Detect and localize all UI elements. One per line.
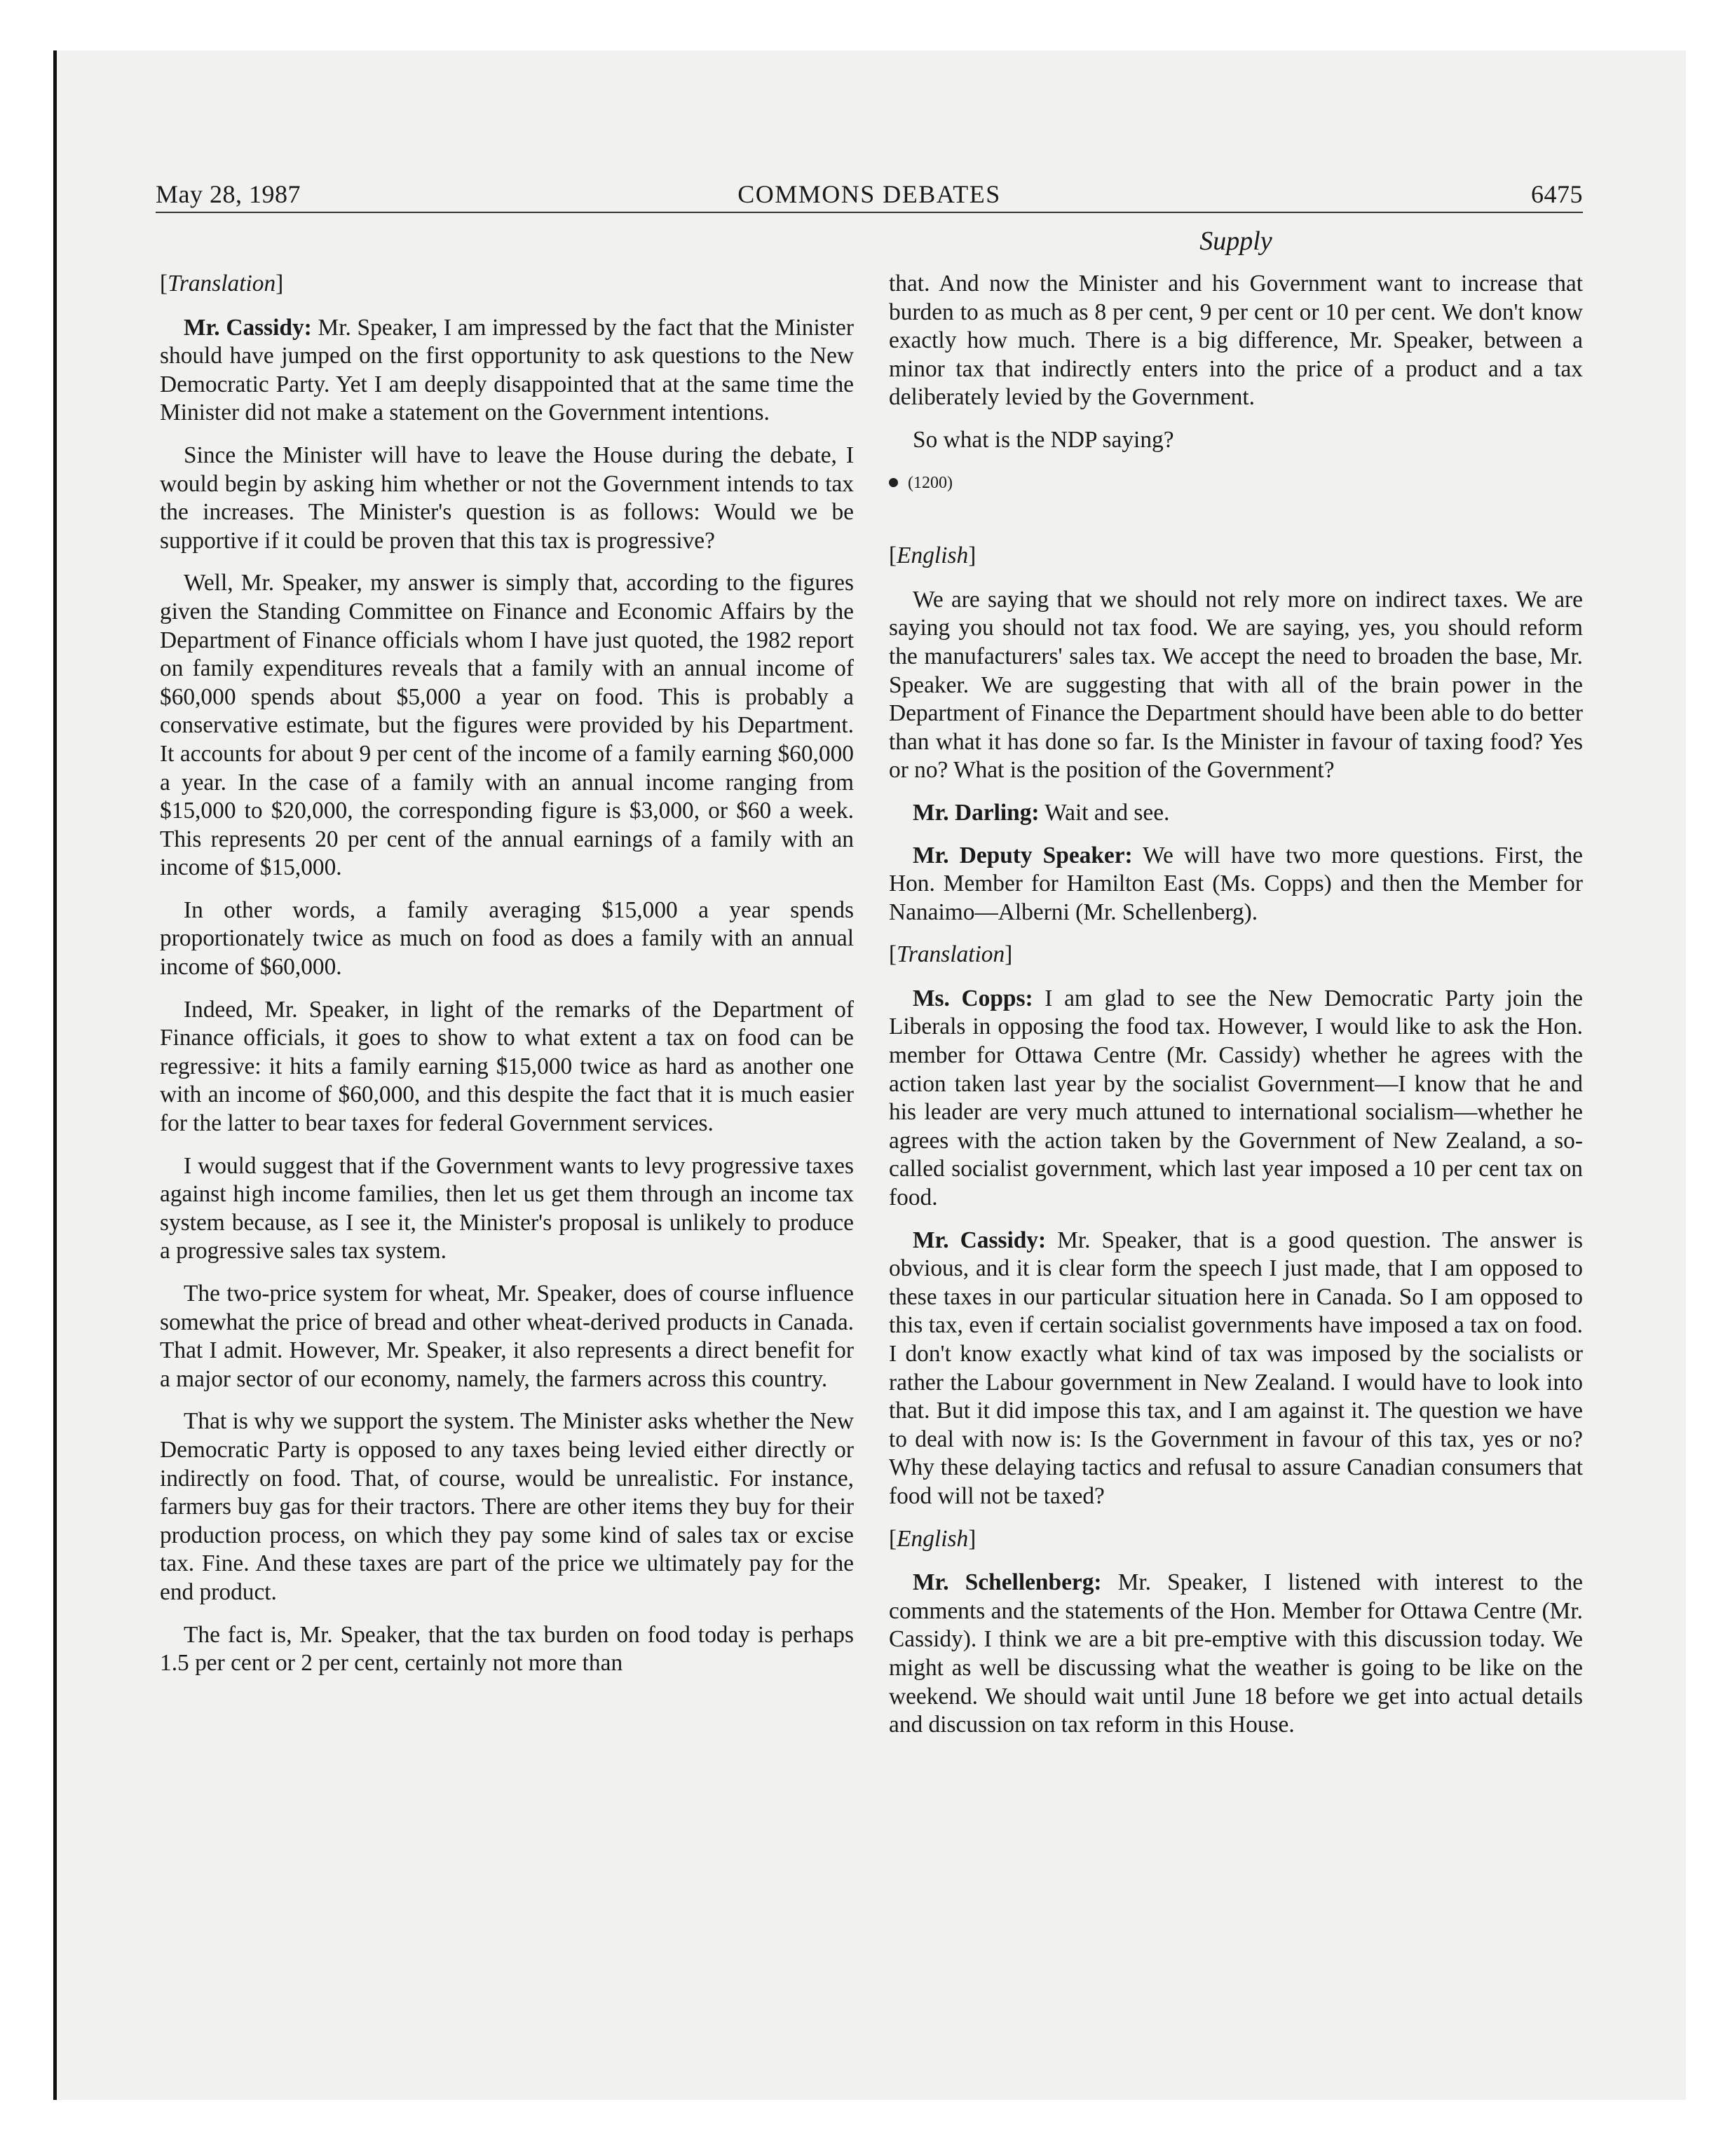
- speech-text: Mr. Speaker, that is a good question. The answer is obvious, and it is clear form the speech I just made, that I am opposed to these taxes in our particular situation here in Canada. So I am opposed to this tax, even if certain socialist governments have imposed a tax on food. I don't know exactly what kind of tax was imposed by the socialists or rather the Labour government in New Zealand. I would have to look into that. But it did impose this tax, and I am against it. The question we have to deal with now is: Is the Government in favour of this tax, yes or no? Why these delaying tactics and refusal to assure Canadian consumers that food will not be taxed?: [889, 1227, 1583, 1509]
- bracket-open: [: [160, 271, 168, 296]
- language-tag-text: English: [897, 1525, 969, 1552]
- speaker-name: Ms. Copps:: [913, 985, 1033, 1011]
- time-marker-text: (1200): [908, 473, 953, 492]
- section-title: Supply: [1199, 226, 1272, 256]
- language-tag-text: Translation: [897, 941, 1005, 968]
- language-tag: [889, 1525, 1583, 1554]
- speech-paragraph: [889, 799, 1583, 828]
- speech-paragraph: [889, 985, 1583, 1213]
- speech-paragraph: [889, 842, 1583, 927]
- speech-text: Mr. Speaker, I listened with interest to the comments and the statements of the Hon. Member for Ottawa Centre (Mr. Cassidy). I think we are a bit pre-emptive with this discussion today. We might as well be discussing what the weather is going to be like on the weekend. We should wait until June 18 before we get into actual details and discussion on tax reform in this House.: [889, 1569, 1583, 1738]
- paragraph: The fact is, Mr. Speaker, that the tax burden on food today is perhaps 1.5 per cent or 2 per cent, certainly not more than: [160, 1621, 854, 1677]
- language-tag-text: English: [897, 543, 969, 569]
- header-journal-title: COMMONS DEBATES: [737, 180, 1001, 208]
- paragraph: We are saying that we should not rely more on indirect taxes. We are saying you should not tax food. We are saying, yes, you should reform the manufacturers' sales tax. We accept the need to broaden the base, Mr. Speaker. We are suggesting that with all of the brain power in the Department of Finance the Department should have been able to do better than what it has done so far. Is the Minister in favour of taxing food? Yes or no? What is the position of the Government?: [889, 586, 1583, 784]
- speaker-name: Mr. Cassidy:: [913, 1227, 1047, 1253]
- speech-text: Wait and see.: [1045, 799, 1170, 826]
- continued-paragraph: that. And now the Minister and his Government want to increase that burden to as much as 8 per cent, 9 per cent or 10 per cent. We don't know exactly how much. There is a big difference, Mr. Speaker, between a minor tax that indirectly enters into the price of a product and a tax deliberately levied by the Government.: [889, 271, 1583, 411]
- bracket-open: [: [889, 543, 897, 569]
- language-tag: [889, 542, 1583, 571]
- paragraph: Indeed, Mr. Speaker, in light of the remarks of the Department of Finance officials, it goes to show to what extent a tax on food can be regressive: it hits a family earning $15,000 twice as hard as another one with an income of $60,000, and this despite the fact that it is much easier for the latter to bear taxes for federal Government services.: [160, 996, 854, 1137]
- speaker-name: Mr. Cassidy:: [184, 314, 312, 341]
- language-tag: [160, 270, 854, 299]
- bracket-close: ]: [1005, 941, 1013, 968]
- paragraph: So what is the NDP saying?: [913, 426, 1174, 453]
- bracket-close: ]: [275, 271, 284, 296]
- speaker-name: Mr. Deputy Speaker:: [913, 842, 1133, 868]
- speech-text: We will have two more questions. First, the Hon. Member for Hamilton East (Ms. Copps) and then the Member for Nanaimo—Alberni (Mr. Schellenberg).: [889, 842, 1583, 925]
- paragraph: That is why we support the system. The Minister asks whether the New Democratic Party is opposed to any taxes being levied either directly or indirectly on food. That, of course, would be unrealistic. For instance, farmers buy gas for their tractors. There are other items they buy for their production process, on which they pay some kind of sales tax or excise tax. Fine. And these taxes are part of the price we ultimately pay for the end product.: [160, 1408, 854, 1605]
- left-column: [160, 270, 854, 1692]
- speaker-name: Mr. Schellenberg:: [913, 1569, 1102, 1596]
- page-header: [156, 177, 1583, 213]
- speech-paragraph: [160, 314, 854, 428]
- speech-paragraph: [889, 1569, 1583, 1740]
- speech-paragraph: [889, 1227, 1583, 1511]
- speech-text: Mr. Speaker, I am impressed by the fact that the Minister should have jumped on the first opportunity to ask questions to the New Democratic Party. Yet I am deeply disappointed that at the same time the Minister did not make a statement on the Government intentions.: [160, 314, 854, 426]
- header-date: May 28, 1987: [156, 180, 301, 208]
- bracket-close: ]: [968, 543, 977, 569]
- paragraph: Since the Minister will have to leave the House during the debate, I would begin by asking him whether or not the Government intends to tax the increases. The Minister's question is as follows: Would we be supportive if it could be proven that this tax is progressive?: [160, 442, 854, 554]
- bracket-open: [: [889, 1525, 897, 1552]
- bracket-close: ]: [968, 1525, 977, 1552]
- bracket-open: [: [889, 941, 897, 968]
- paragraph: I would suggest that if the Government wants to levy progressive taxes against high income families, then let us get them through an income tax system because, as I see it, the Minister's proposal is unlikely to produce a progressive sales tax system.: [160, 1152, 854, 1264]
- language-tag-text: Translation: [168, 271, 276, 296]
- speech-text: I am glad to see the New Democratic Party join the Liberals in opposing the food tax. However, I would like to ask the Hon. member for Ottawa Centre (Mr. Cassidy) whether he agrees with the action taken last year by the socialist Government—I know that he and his leader are very much attuned to international socialism—whether he agrees with the action taken by the Government of New Zealand, a so-called socialist government, which last year imposed a 10 per cent tax on food.: [889, 985, 1583, 1211]
- paragraph: In other words, a family averaging $15,000 a year spends proportionately twice as much on food as does a family with an annual income of $60,000.: [160, 896, 854, 981]
- bullet-icon: [889, 478, 898, 487]
- paragraph: The two-price system for wheat, Mr. Speaker, does of course influence somewhat the price of bread and other wheat-derived products in Canada. That I admit. However, Mr. Speaker, it also represents a direct benefit for a major sector of our economy, namely, the farmers across this country.: [160, 1281, 854, 1392]
- right-column: [889, 270, 1583, 1754]
- time-marker: [889, 469, 1583, 498]
- header-page-number: 6475: [1531, 180, 1583, 208]
- paragraph: Well, Mr. Speaker, my answer is simply that, according to the figures given the Standing Committee on Finance and Economic Affairs by the Department of Finance officials whom I have just quoted, the 1982 report on family expenditures reveals that a family with an annual income of $60,000 spends about $5,000 a year on food. This is probably a conservative estimate, but the figures were provided by his Department. It accounts for about 9 per cent of the income of a family earning $60,000 a year. In the case of a family with an annual income ranging from $15,000 to $20,000, the corresponding figure is $3,000, or $60 a week. This represents 20 per cent of the annual earnings of a family with an income of $15,000.: [160, 570, 854, 881]
- speaker-name: Mr. Darling:: [913, 799, 1040, 826]
- language-tag: [889, 941, 1583, 969]
